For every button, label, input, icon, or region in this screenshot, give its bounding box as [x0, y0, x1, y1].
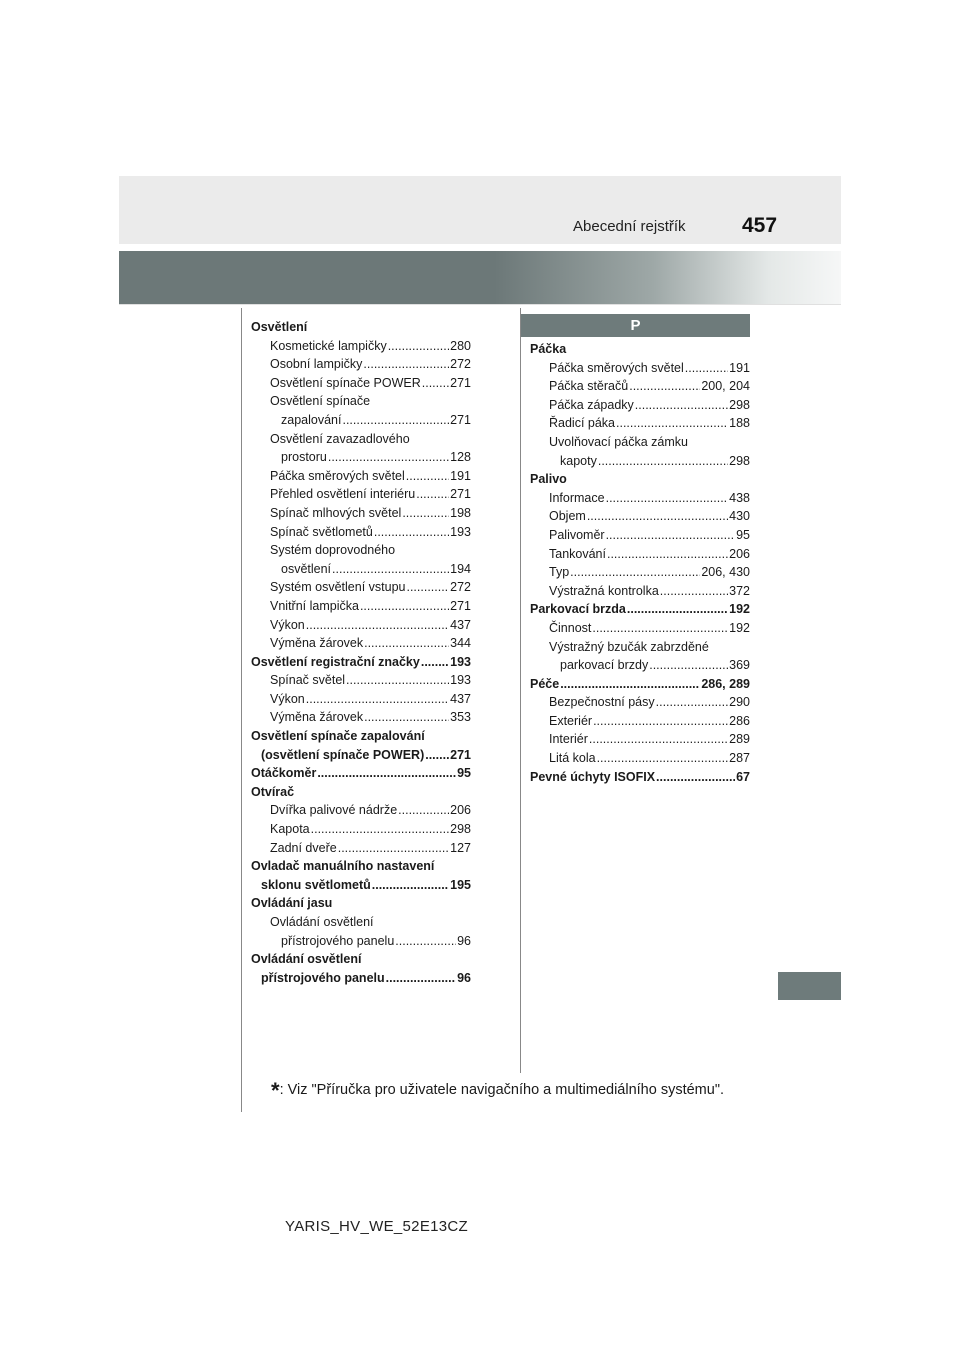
index-page-ref[interactable]: 286: [729, 713, 750, 728]
index-term: Ovladač manuálního nastavení: [251, 859, 435, 874]
index-entry: [530, 340, 750, 359]
index-page-ref[interactable]: 95: [736, 527, 750, 542]
index-page-ref[interactable]: 290: [729, 695, 750, 710]
index-term: přístrojového panelu: [261, 970, 385, 985]
dot-leader: [388, 337, 449, 356]
index-term: Páčka: [530, 342, 567, 356]
index-page-ref[interactable]: 298: [729, 453, 750, 468]
index-page-ref[interactable]: 206: [450, 803, 471, 818]
index-page-ref[interactable]: 96: [457, 933, 471, 948]
index-term: Osobní lampičky: [270, 357, 363, 372]
dot-leader: [635, 396, 728, 415]
index-entry: [530, 563, 750, 582]
index-term: Spínač světel: [270, 673, 346, 688]
index-term: Palivoměr: [549, 527, 605, 542]
index-page-ref[interactable]: 195: [450, 877, 471, 892]
index-column-right: [530, 340, 750, 786]
index-term: prostoru: [281, 450, 327, 465]
index-entry: [251, 671, 471, 690]
index-page-ref[interactable]: 96: [457, 970, 471, 985]
index-page-ref[interactable]: 289: [729, 732, 750, 747]
index-entry: [530, 638, 750, 657]
footnote-marker: *: [271, 1078, 280, 1103]
index-entry: [251, 820, 471, 839]
dot-leader: [656, 693, 729, 712]
index-page-ref[interactable]: 206, 430: [701, 565, 750, 580]
index-term: Osvětlení spínače: [270, 394, 371, 409]
index-entry: [530, 749, 750, 768]
dot-leader: [402, 504, 449, 523]
dot-leader: [629, 377, 700, 396]
index-entry: [251, 597, 471, 616]
index-page-ref[interactable]: 193: [450, 673, 471, 688]
band-divider: [119, 304, 841, 305]
index-term: Ovládání osvětlení: [251, 952, 362, 967]
index-entry: [251, 913, 471, 932]
dot-leader: [338, 839, 449, 858]
index-entry: [251, 485, 471, 504]
index-term: Péče: [530, 676, 560, 691]
index-term: Výstražná kontrolka: [549, 583, 659, 598]
index-term: osvětlení: [281, 561, 332, 576]
index-entry: [530, 693, 750, 712]
index-term: (osvětlení spínače POWER): [261, 747, 425, 762]
index-term: Otvírač: [251, 784, 295, 799]
header-title: Abecední rejstřík: [573, 218, 686, 235]
index-term: Litá kola: [549, 751, 596, 766]
index-term: Interiér: [549, 732, 588, 747]
decorative-band: [119, 251, 841, 304]
index-entry: [530, 359, 750, 378]
dot-leader: [374, 523, 449, 542]
index-page-ref[interactable]: 344: [450, 636, 471, 651]
dot-leader: [364, 708, 449, 727]
index-term: Pevné úchyty ISOFIX: [530, 769, 656, 784]
index-page-ref[interactable]: 128: [450, 450, 471, 465]
index-entry: [530, 507, 750, 526]
page-number: 457: [742, 214, 778, 237]
index-term: Parkovací brzda: [530, 602, 626, 617]
index-page-ref[interactable]: 191: [450, 468, 471, 483]
index-entry: [251, 523, 471, 542]
index-term: Výstražný bzučák zabrzděné: [549, 639, 709, 654]
index-page-ref[interactable]: 287: [729, 751, 750, 766]
dot-leader: [589, 730, 728, 749]
index-page-ref[interactable]: 271: [450, 487, 471, 502]
index-page-ref[interactable]: 271: [450, 598, 471, 613]
index-entry: [530, 712, 750, 731]
index-term: Kosmetické lampičky: [270, 338, 387, 353]
header-bar: [119, 176, 841, 244]
index-page-ref[interactable]: 271: [450, 412, 471, 427]
index-term: Osvětlení spínače POWER: [270, 375, 421, 390]
index-page-ref[interactable]: 437: [450, 617, 471, 632]
index-term: Výměna žárovek: [270, 710, 364, 725]
dot-leader: [570, 563, 700, 582]
index-term: Otáčkoměr: [251, 766, 317, 781]
dot-leader: [616, 414, 728, 433]
index-column-left: [251, 318, 471, 987]
dot-leader: [360, 597, 449, 616]
index-page-ref[interactable]: 430: [729, 509, 750, 524]
index-term: Páčka stěračů: [549, 379, 629, 394]
index-page-ref[interactable]: 438: [729, 490, 750, 505]
index-term: Výkon: [270, 691, 305, 706]
dot-leader: [416, 485, 449, 504]
index-term: Palivo: [530, 472, 567, 487]
index-term: Systém doprovodného: [270, 543, 396, 558]
index-entry: [251, 634, 471, 653]
index-entry: [251, 504, 471, 523]
index-entry: [530, 433, 750, 452]
index-entry: [251, 801, 471, 820]
index-term: Tankování: [549, 546, 606, 561]
dot-leader: [364, 634, 449, 653]
dot-leader: [660, 582, 728, 601]
index-term: Typ: [549, 565, 570, 580]
index-entry: [251, 560, 471, 579]
index-entry: [251, 690, 471, 709]
dot-leader: [406, 578, 449, 597]
dot-leader: [306, 616, 449, 635]
dot-leader: [395, 932, 456, 951]
index-term: Kapota: [270, 822, 310, 837]
index-entry: [251, 783, 471, 802]
index-term: sklonu světlometů: [261, 877, 371, 892]
index-term: Osvětlení: [251, 320, 308, 334]
index-term: Osvětlení registrační značky: [251, 654, 420, 669]
index-term: kapoty: [560, 453, 597, 468]
index-term: Objem: [549, 509, 586, 524]
index-entry: [530, 545, 750, 564]
index-entry: [530, 582, 750, 601]
dot-leader: [593, 712, 728, 731]
chapter-tab: [778, 972, 841, 1000]
index-term: parkovací brzdy: [560, 658, 649, 673]
index-page-ref[interactable]: 437: [450, 691, 471, 706]
index-term: Výměna žárovek: [270, 636, 364, 651]
index-entry: [251, 932, 471, 951]
dot-leader: [587, 507, 728, 526]
index-page-ref[interactable]: 127: [450, 840, 471, 855]
index-entry: [530, 526, 750, 545]
index-entry: [530, 675, 750, 694]
index-entry: [251, 337, 471, 356]
index-entry: [251, 355, 471, 374]
index-term: Exteriér: [549, 713, 593, 728]
index-page-ref[interactable]: 353: [450, 710, 471, 725]
index-term: Ovládání osvětlení: [270, 915, 374, 929]
index-page-ref[interactable]: 192: [729, 602, 750, 617]
dot-leader: [422, 374, 449, 393]
left-margin-rule: [241, 308, 242, 1112]
dot-leader: [656, 768, 735, 787]
index-entry: [251, 653, 471, 672]
index-page-ref[interactable]: 272: [450, 580, 471, 595]
index-page-ref[interactable]: 280: [450, 338, 471, 353]
dot-leader: [311, 820, 450, 839]
index-page-ref[interactable]: 200, 204: [701, 379, 750, 394]
index-term: přístrojového panelu: [281, 933, 395, 948]
document-code: YARIS_HV_WE_52E13CZ: [285, 1218, 468, 1235]
index-entry: [530, 396, 750, 415]
dot-leader: [421, 653, 449, 672]
index-term: Systém osvětlení vstupu: [270, 580, 406, 595]
index-entry: [251, 318, 471, 337]
index-page-ref[interactable]: 188: [729, 416, 750, 431]
index-term: zapalování: [281, 412, 342, 427]
dot-leader: [606, 526, 736, 545]
index-page-ref[interactable]: 369: [729, 658, 750, 673]
dot-leader: [398, 801, 449, 820]
index-entry: [251, 411, 471, 430]
section-letter: P: [630, 317, 641, 334]
index-entry: [251, 764, 471, 783]
dot-leader: [597, 749, 729, 768]
dot-leader: [372, 876, 449, 895]
index-entry: [251, 969, 471, 988]
dot-leader: [592, 619, 728, 638]
index-entry: [251, 950, 471, 969]
index-entry: [530, 377, 750, 396]
index-entry: [530, 656, 750, 675]
dot-leader: [606, 489, 729, 508]
index-term: Spínač mlhových světel: [270, 505, 402, 520]
index-page-ref[interactable]: 198: [450, 505, 471, 520]
index-term: Dvířka palivové nádrže: [270, 803, 398, 818]
index-entry: [530, 470, 750, 489]
index-page-ref[interactable]: 191: [729, 360, 750, 375]
index-term: Páčka západky: [549, 397, 634, 412]
index-entry: [530, 489, 750, 508]
index-entry: [530, 768, 750, 787]
index-entry: [251, 746, 471, 765]
dot-leader: [598, 452, 728, 471]
index-term: Přehled osvětlení interiéru: [270, 487, 416, 502]
index-entry: [251, 374, 471, 393]
index-term: Výkon: [270, 617, 305, 632]
dot-leader: [317, 764, 456, 783]
index-page-ref[interactable]: 67: [736, 769, 750, 784]
index-term: Informace: [549, 490, 605, 505]
index-term: Uvolňovací páčka zámku: [549, 434, 688, 449]
index-page-ref[interactable]: 193: [450, 654, 471, 669]
dot-leader: [306, 690, 449, 709]
index-term: Bezpečnostní pásy: [549, 695, 655, 710]
dot-leader: [607, 545, 728, 564]
index-term: Osvětlení spínače zapalování: [251, 729, 425, 744]
index-entry: [251, 541, 471, 560]
index-page-ref[interactable]: 372: [729, 583, 750, 598]
index-page-ref[interactable]: 271: [450, 375, 471, 390]
index-term: Ovládání jasu: [251, 896, 333, 911]
index-entry: [530, 730, 750, 749]
dot-leader: [386, 969, 456, 988]
index-page-ref[interactable]: 193: [450, 524, 471, 539]
dot-leader: [342, 411, 449, 430]
index-term: Zadní dveře: [270, 840, 337, 855]
index-entry: [251, 727, 471, 746]
index-entry: [530, 600, 750, 619]
index-page-ref[interactable]: 206: [729, 546, 750, 561]
index-entry: [251, 894, 471, 913]
dot-leader: [363, 355, 449, 374]
index-term: Páčka směrových světel: [549, 360, 684, 375]
dot-leader: [649, 656, 728, 675]
index-entry: [251, 578, 471, 597]
dot-leader: [332, 560, 449, 579]
index-entry: [251, 616, 471, 635]
index-entry: [251, 467, 471, 486]
index-page-ref[interactable]: 194: [450, 561, 471, 576]
index-page-ref[interactable]: 286, 289: [701, 676, 750, 691]
index-page-ref[interactable]: 271: [450, 747, 471, 762]
dot-leader: [685, 359, 728, 378]
column-divider: [520, 308, 521, 1073]
index-page-ref[interactable]: 272: [450, 357, 471, 372]
index-entry: [251, 430, 471, 449]
index-term: Vnitřní lampička: [270, 598, 359, 613]
index-entry: [251, 857, 471, 876]
dot-leader: [406, 467, 449, 486]
index-term: Osvětlení zavazadlového: [270, 431, 410, 446]
section-letter-header: [521, 314, 750, 337]
dot-leader: [328, 448, 449, 467]
footnote: [271, 1078, 724, 1104]
index-page-ref[interactable]: 298: [450, 822, 471, 837]
index-entry: [251, 708, 471, 727]
index-entry: [530, 619, 750, 638]
index-entry: [530, 414, 750, 433]
index-page-ref[interactable]: 95: [457, 766, 471, 781]
dot-leader: [346, 671, 449, 690]
dot-leader: [425, 746, 449, 765]
index-page-ref[interactable]: 192: [729, 620, 750, 635]
index-term: Řadicí páka: [549, 416, 616, 431]
index-page-ref[interactable]: 298: [729, 397, 750, 412]
index-term: Činnost: [549, 620, 592, 635]
index-term: Spínač světlometů: [270, 524, 373, 539]
index-entry: [251, 876, 471, 895]
index-term: Páčka směrových světel: [270, 468, 405, 483]
index-entry: [530, 452, 750, 471]
index-entry: [251, 392, 471, 411]
dot-leader: [627, 600, 728, 619]
footnote-text: : Viz "Příručka pro uživatele navigačního a multimediálního systému".: [279, 1082, 724, 1098]
index-entry: [251, 839, 471, 858]
dot-leader: [560, 675, 700, 694]
index-entry: [251, 448, 471, 467]
